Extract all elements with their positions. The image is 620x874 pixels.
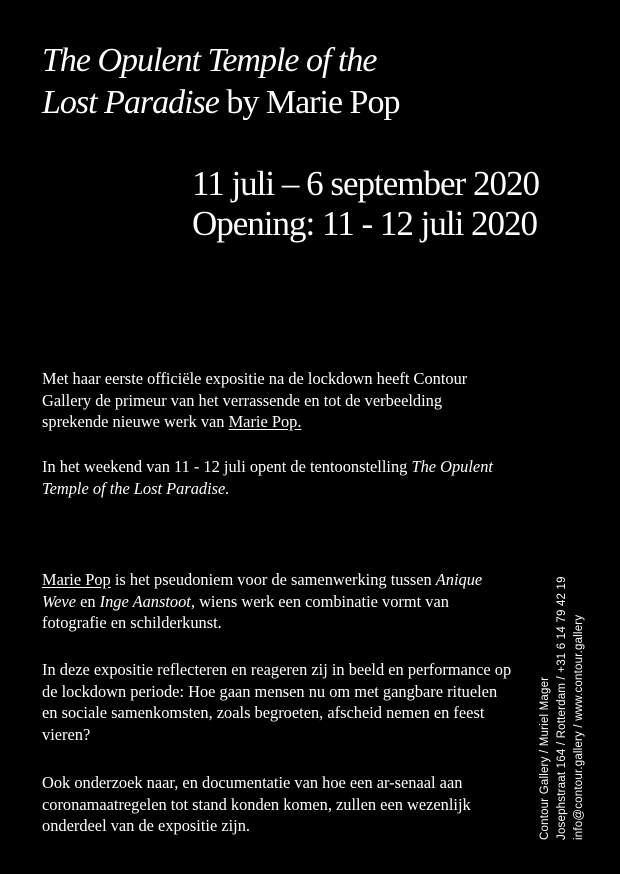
opening-paragraph	[42, 456, 512, 499]
exhibition-name-italic: The Opulent Temple of the Lost Paradise.	[42, 457, 493, 498]
reflection-text: In deze expositie reflecteren en reageren zij in beeld en performance op de lockdown periode: Hoe gaan mensen nu om met gangbare rituelen en sociale samenkomsten, zoals begroeten, afscheid nemen en feest vieren?	[42, 660, 512, 744]
reflection-paragraph	[42, 659, 512, 745]
research-text: Ook onderzoek naar, en documentatie van hoe een ar-senaal aan coronamaatregelen tot stand konden komen, zullen een wezenlijk onderdeel van de expositie zijn.	[42, 773, 471, 835]
marie-pop-link[interactable]: Marie Pop.	[228, 412, 302, 431]
about-text-b: en	[75, 591, 100, 611]
intro-text: Met haar eerste officiële expositie na de lockdown heeft Contour Gallery de primeur van het verrassende en tot de verbeelding sprekende nieuwe werk van	[42, 369, 468, 431]
research-paragraph	[42, 772, 512, 837]
colophon	[537, 576, 588, 840]
colophon-gallery: Contour Gallery / Muriel Mager	[539, 676, 551, 840]
title-italic-line1: The Opulent Temple of the	[42, 42, 377, 79]
opening-dates: Opening: 11 - 12 juli 2020	[192, 204, 538, 243]
exhibition-title	[42, 40, 562, 124]
exhibition-dates	[192, 164, 612, 244]
artist-name-2: Inge Aanstoot	[99, 591, 191, 611]
opening-text: In het weekend van 11 - 12 juli opent de tentoonstelling	[42, 457, 412, 476]
colophon-address: Josephstraat 164 / Rotterdam / +31 6 14 79 42 19	[556, 576, 568, 840]
marie-pop-link-2[interactable]: Marie Pop	[42, 570, 111, 589]
artist-name-1: Anique Weve	[42, 570, 483, 611]
about-paragraph	[42, 569, 512, 634]
title-artist: by Marie Pop	[218, 84, 400, 121]
about-text-a: is het pseudoniem voor de samenwerking tussen	[110, 570, 436, 589]
date-range: 11 juli – 6 september 2020	[192, 164, 539, 203]
intro-paragraph	[42, 368, 512, 433]
colophon-contact[interactable]: info@contour.gallery / www.contour.gallery	[573, 614, 585, 840]
title-italic-line2: Lost Paradise	[42, 84, 219, 121]
about-text-c: , wiens werk een combinatie vormt van fotografie en schilderkunst.	[42, 591, 449, 632]
